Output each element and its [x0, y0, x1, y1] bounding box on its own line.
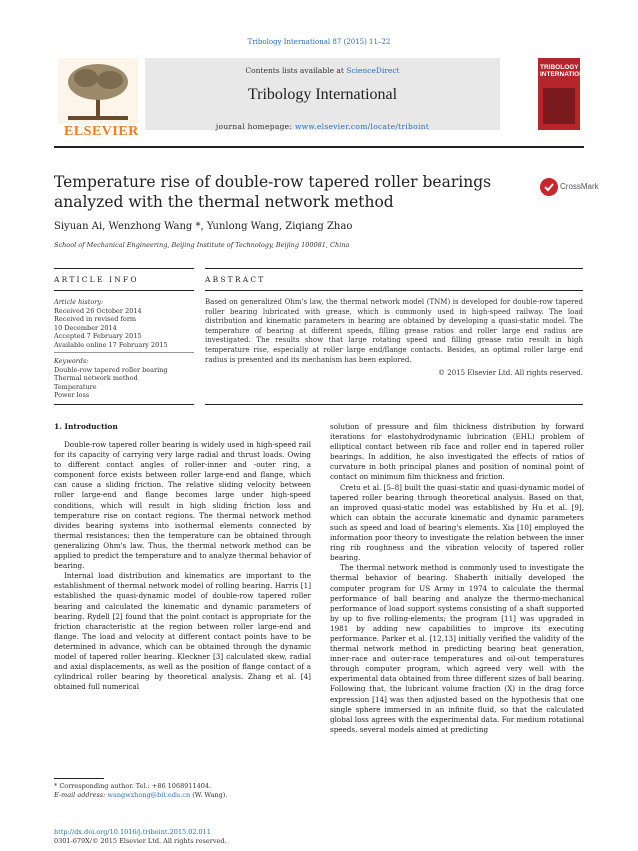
- crossmark-label[interactable]: CrossMark: [560, 182, 599, 191]
- journal-cover-thumbnail[interactable]: [538, 58, 593, 130]
- issn-line: 0301-679X/© 2015 Elsevier Ltd. All rights reserved.: [54, 837, 227, 845]
- footnote: [54, 782, 314, 800]
- sciencedirect-link[interactable]: ScienceDirect: [346, 66, 400, 75]
- body-paragraph: solution of pressure and film thickness distribution by forward iterations for elastohydrodynamic lubrication (EHL) problem of elliptical contact between rib face and roller end in tapered roller bearings. In addition, he also investigated the effects of ratios of curvature in both principal planes and position of nominal point of contact on minimum film thickness and friction.: [330, 422, 584, 482]
- history-item: Available online 17 February 2015: [54, 340, 168, 349]
- bottom-info: [54, 828, 354, 846]
- abstract-head-rule: [205, 290, 583, 291]
- keyword: Double-row tapered roller bearing: [54, 365, 168, 374]
- info-top-rule: [54, 268, 194, 269]
- info-bottom-rule: [54, 404, 194, 405]
- elsevier-tree-logo: [58, 58, 138, 128]
- section-heading: 1. Introduction: [54, 422, 118, 431]
- abstract-bottom-rule: [205, 404, 583, 405]
- email-link[interactable]: wangwzhong@bit.edu.cn: [107, 791, 191, 799]
- body-right-column: [330, 422, 584, 735]
- info-head-rule: [54, 290, 194, 291]
- contents-prefix: Contents lists available at: [245, 66, 347, 75]
- journal-homepage: [145, 122, 500, 131]
- homepage-prefix: journal homepage:: [215, 122, 295, 131]
- abstract-top-rule: [205, 268, 583, 269]
- cover-image: [543, 88, 575, 124]
- body-paragraph: Cretu et al. [5–8] built the quasi-static and quasi-dynamic model of tapered roller bearing through theoretical analysis. Based on that, an improved quasi-static model was established by Hu et al. [9], which can obtain the accurate kinematic and dynamic parameters such as speed and load of bearing's elements. Xia [10] employed the information poor theory to investigate the relation between the inner ring rib roughness and the vibration velocity of tapered roller bearing.: [330, 482, 584, 563]
- abstract-copyright: © 2015 Elsevier Ltd. All rights reserved.: [438, 369, 583, 377]
- crossmark-icon[interactable]: [540, 178, 558, 196]
- body-paragraph: Double-row tapered roller bearing is widely used in high-speed rail for its capacity of carrying very large radial and thrust loads. Owing to different contact angles of roller-inner and -outer ring, a component force exists between roller large-end and flange, which can cause a sliding friction. The relative sliding velocity between roller large-end and flange becomes large under high-speed conditions, which will result in high sliding friction loss and temperature rise on contact regions. The thermal network method divides bearing systems into isothermal elements connected by thermal resistances; then the temperature can be obtained through generalizing Ohm's law. Thus, the thermal network method can be applied to predict the temperature and to analyze thermal behavior of bearing.: [54, 440, 311, 571]
- author-list[interactable]: Siyuan Ai, Wenzhong Wang *, Yunlong Wang, Ziqiang Zhao: [54, 221, 353, 232]
- keyword: Power loss: [54, 391, 90, 399]
- footnote-rule: [54, 778, 104, 779]
- contents-line: [145, 66, 500, 75]
- history-item: Accepted 7 February 2015: [54, 332, 142, 340]
- publisher-name[interactable]: ELSEVIER: [64, 124, 139, 139]
- keyword: Thermal network method: [54, 374, 138, 382]
- affiliation: School of Mechanical Engineering, Beijing Institute of Technology, Beijing 100081, China: [54, 241, 350, 249]
- journal-title: Tribology International: [247, 86, 398, 103]
- email-suffix: (W. Wang).: [190, 791, 228, 799]
- abstract-heading: ABSTRACT: [205, 275, 266, 284]
- history-label: Article history:: [54, 298, 104, 306]
- history-item: 10 December 2014: [54, 323, 117, 332]
- doi-link[interactable]: http://dx.doi.org/10.1016/j.triboint.2015.02.011: [54, 828, 211, 836]
- email-label: E-mail address:: [54, 791, 108, 799]
- history-item: Received in revised form: [54, 315, 137, 323]
- body-left-column: [54, 440, 311, 692]
- corresponding-author-note: * Corresponding author. Tel.: +86 1068911404.: [54, 782, 212, 790]
- email-line: [54, 791, 314, 800]
- body-paragraph: Internal load distribution and kinematics are important to the establishment of thermal network model of rolling bearing. Harris [1] established the quasi-dynamic model of double-row tapered roller bearing and calculated the kinematic and dynamic parameters of bearing. Rydell [2] found that the point contact is appropriate for the friction characteristic at the region between roller large-end and flange. The load and velocity at different contact points have to be determined in advance, which can be obtained through the dynamic model of tapered roller bearing. Kleckner [3] calculated skew, radial and axial displacements, as well as the position of flange contact of a cylindrical roller bearing by theoretical analysis. Zhang et al. [4] obtained full numerical: [54, 571, 311, 692]
- article-info: [54, 298, 194, 400]
- header-divider: [54, 146, 584, 148]
- abstract-text: Based on generalized Ohm's law, the thermal network model (TNM) is developed for double-row tapered roller bearing lubricated with grease, which is commonly used in high-speed railway. The load distribution and kinematic parameters in bearing are obtained by developing a quasi-static model. The temperature of bearing at different speeds, filling grease ratios and roller large end radius are investigated. The results show that large rotating speed and filling grease ratio result in high temperature rise, especially at roller large end/flange contacts. Besides, an optimal roller large end radius is presented and its mechanism has been explored.: [205, 298, 583, 364]
- cover-title: TRIBOLOGY INTERNATIONAL: [540, 64, 593, 78]
- history-item: Received 26 October 2014: [54, 306, 142, 315]
- keywords-label: Keywords:: [54, 357, 89, 365]
- keyword: Temperature: [54, 382, 97, 391]
- homepage-link[interactable]: www.elsevier.com/locate/triboint: [294, 122, 430, 131]
- article-info-heading: ARTICLE INFO: [54, 275, 139, 284]
- journal-reference[interactable]: Tribology International 87 (2015) 11–22: [247, 38, 391, 46]
- article-title: Temperature rise of double-row tapered roller bearings analyzed with the thermal network method: [54, 173, 492, 211]
- info-divider: [54, 352, 194, 353]
- body-paragraph: The thermal network method is commonly used to investigate the thermal behavior of bearing. Shaberth initially developed the computer program for US Army in 1974 to calculate the thermal performance of ball bearing and analyze the thermo-mechanical performance of load support systems consisting of a shaft supported by up to five rolling-elements; the program [11] was upgraded in 1981 by adding new capabilities to improve its executing performance. Parker et al. [12,13] initially verified the validity of the thermal network method in predicting bearing heat generation, inner-race and outer-race temperatures and oil-out temperatures through computer program, which agreed very well with the experimental data obtained from three different sizes of ball bearing. Following that, the lubricant volume fraction (X) in the drag force expression [14] was then adjusted based on the hypothesis that one single sphere immersed in an infinite fluid, so that the calculated global loss agrees with the experimental data. For medium rotational speeds, several models aimed at predicting: [330, 563, 584, 734]
